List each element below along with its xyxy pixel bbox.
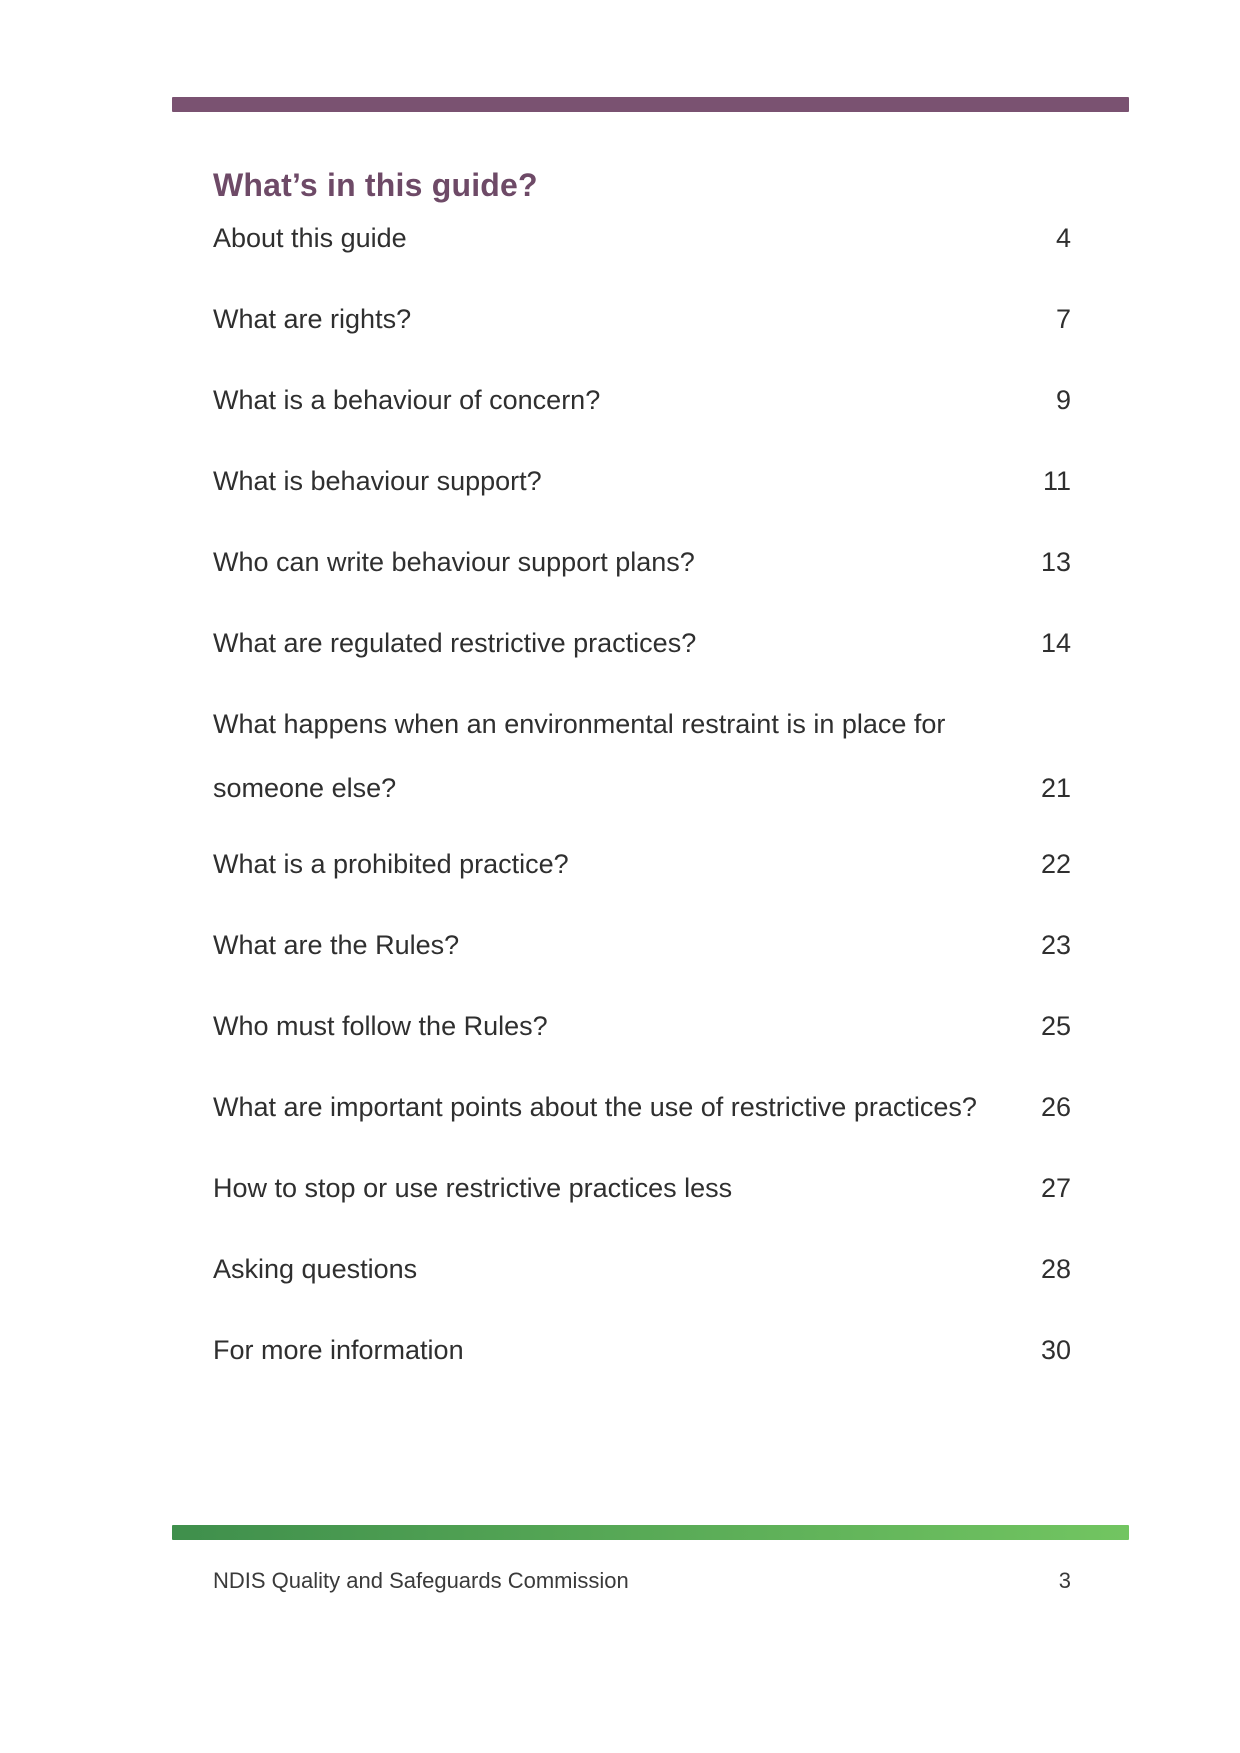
top-divider-bar: [172, 97, 1129, 112]
toc-entry-label: About this guide: [213, 223, 407, 253]
toc-entry-label: Asking questions: [213, 1254, 418, 1284]
toc-entry: [213, 1091, 1071, 1124]
toc-entry-page-number: 27: [1040, 1173, 1071, 1203]
toc-entry: [213, 1010, 1071, 1043]
toc-entry-label: What is behaviour support?: [213, 466, 542, 496]
page-footer: [213, 1568, 1071, 1594]
toc-entry-label: What are the Rules?: [213, 930, 460, 960]
toc-entry: [213, 384, 1071, 417]
toc-entry: [213, 627, 1071, 660]
toc-entry-page-number: 13: [1040, 547, 1071, 577]
toc-entry-label: What are important points about the use of restrictive practices?: [213, 1092, 977, 1122]
toc-entry: [213, 465, 1071, 498]
toc-entry: [213, 303, 1071, 336]
toc-entry-label-line-2: someone else?: [213, 773, 397, 803]
footer-page-number: 3: [1058, 1568, 1071, 1593]
toc-entry-label: Who must follow the Rules?: [213, 1011, 548, 1041]
toc-entry-label: What are rights?: [213, 304, 412, 334]
toc-entry-page-number: 25: [1040, 1011, 1071, 1041]
toc-entry-label: For more information: [213, 1335, 464, 1365]
toc-entry-page-number: 14: [1040, 628, 1071, 658]
toc-entry-page-number: 11: [1042, 466, 1071, 496]
toc-entry-page-number: 22: [1040, 849, 1071, 879]
toc-entry-label: What are regulated restrictive practices?: [213, 628, 697, 658]
toc-entry: [213, 708, 1071, 805]
toc-entry-page-number: 23: [1040, 930, 1071, 960]
toc-entry: [213, 848, 1071, 881]
toc-entry-page-number: 28: [1040, 1254, 1071, 1284]
toc-entry-page-number: 4: [1055, 223, 1071, 253]
toc-entry: [213, 1172, 1071, 1205]
toc-entry-page-number: 21: [1040, 773, 1071, 803]
toc-entry-label: What is a prohibited practice?: [213, 849, 569, 879]
toc-entry-label: What is a behaviour of concern?: [213, 385, 601, 415]
footer-organisation: NDIS Quality and Safeguards Commission: [213, 1568, 629, 1593]
toc-entry-label: How to stop or use restrictive practices less: [213, 1173, 733, 1203]
toc-entry-page-number: 30: [1040, 1335, 1071, 1365]
toc-entry-label-line-1: What happens when an environmental restraint is in place for: [213, 709, 946, 739]
toc-entry-page-number: 26: [1040, 1092, 1071, 1122]
toc-entry-page-number: 9: [1055, 385, 1071, 415]
page-title: What’s in this guide?: [213, 167, 538, 204]
toc-entry-label: [213, 708, 1001, 805]
toc-entry: [213, 222, 1071, 255]
table-of-contents: [213, 222, 1071, 1415]
toc-entry: [213, 546, 1071, 579]
toc-entry: [213, 929, 1071, 962]
toc-entry: [213, 1334, 1071, 1367]
toc-entry-label: Who can write behaviour support plans?: [213, 547, 695, 577]
bottom-divider-bar: [172, 1525, 1129, 1540]
toc-entry: [213, 1253, 1071, 1286]
toc-entry-page-number: 7: [1055, 304, 1071, 334]
